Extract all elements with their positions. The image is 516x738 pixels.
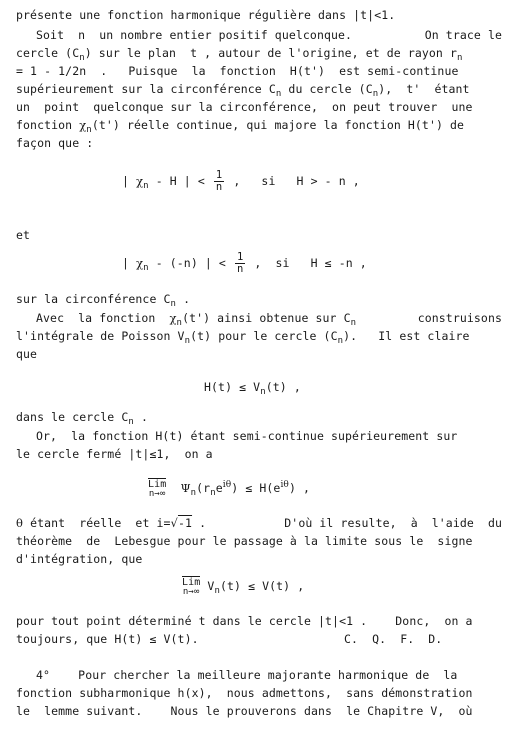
- text-line: le cercle fermé |t|≤1, on a: [16, 447, 213, 461]
- text-line: sur la circonférence $C_n$ .: [16, 292, 191, 309]
- equation-2: | $\chi_n - (-n)$ | < $\frac{1}{n}$ , si H ≤ -n ,: [122, 251, 367, 275]
- text-line: Avec la fonction $\chi_n(t')$ ainsi obtenue sur $C_n$ construisons: [36, 311, 502, 328]
- text-line: le lemme suivant. Nous le prouverons dans le Chapitre V, où: [16, 704, 473, 718]
- text-line: théorème de Lebesgue pour le passage à la limite sous le signe: [16, 534, 473, 548]
- text-line: l'intégrale de Poisson $V_n(t)$ pour le cercle $(C_n)$. Il est claire: [16, 329, 470, 346]
- text-line: façon que :: [16, 136, 94, 150]
- text-line: d'intégration, que: [16, 552, 143, 566]
- equation-1: | $\chi_n$ - H | < $\frac{1}{n}$ , si H > - n ,: [122, 169, 360, 193]
- text-line: que: [16, 347, 38, 361]
- text-line: θ étant réelle et i=√-1 . D'où il resulte, à l'aide du: [16, 516, 502, 530]
- text-line: = 1 - 1/2n . Puisque la fonction H(t') est semi-continue: [16, 64, 459, 78]
- equation-5: Lim n→∞ $V_n(t) \le V(t)$ ,: [182, 577, 305, 597]
- equation-4: Lim n→∞ $\Psi_n(r_ne^{i\theta}) \le H(e^{i\theta})$ ,: [148, 479, 311, 499]
- text-line: Or, la fonction H(t) étant semi-continue supérieurement sur: [36, 429, 458, 443]
- text-line: dans le cercle $C_n$ .: [16, 410, 148, 427]
- text-line: cercle $(C_n)$ sur le plan t , autour de l'origine, et de rayon $r_n$: [16, 46, 463, 63]
- text-line: Soit n un nombre entier positif quelconque. On trace le: [36, 28, 502, 42]
- text-line: fonction subharmonique h(x), nous admettons, sans démonstration: [16, 686, 473, 700]
- text-line: pour tout point déterminé t dans le cercle |t|<1 . Donc, on a: [16, 614, 473, 628]
- text-line: fonction $\chi_n(t')$ réelle continue, qui majore la fonction H(t') de: [16, 118, 465, 135]
- equation-3: $H(t) \le V_n(t)$ ,: [204, 380, 301, 397]
- text-line: toujours, que H(t) ≤ V(t). C. Q. F. D.: [16, 632, 443, 646]
- text-line: présente une fonction harmonique régulière dans |t|<1.: [16, 8, 396, 22]
- text-line: supérieurement sur la circonférence $C_n$ du cercle $(C_n)$, t' étant: [16, 82, 470, 99]
- text-line: un point quelconque sur la circonférence, on peut trouver une: [16, 100, 473, 114]
- text-line: 4° Pour chercher la meilleure majorante harmonique de la: [36, 668, 458, 682]
- text-line: et: [16, 228, 31, 242]
